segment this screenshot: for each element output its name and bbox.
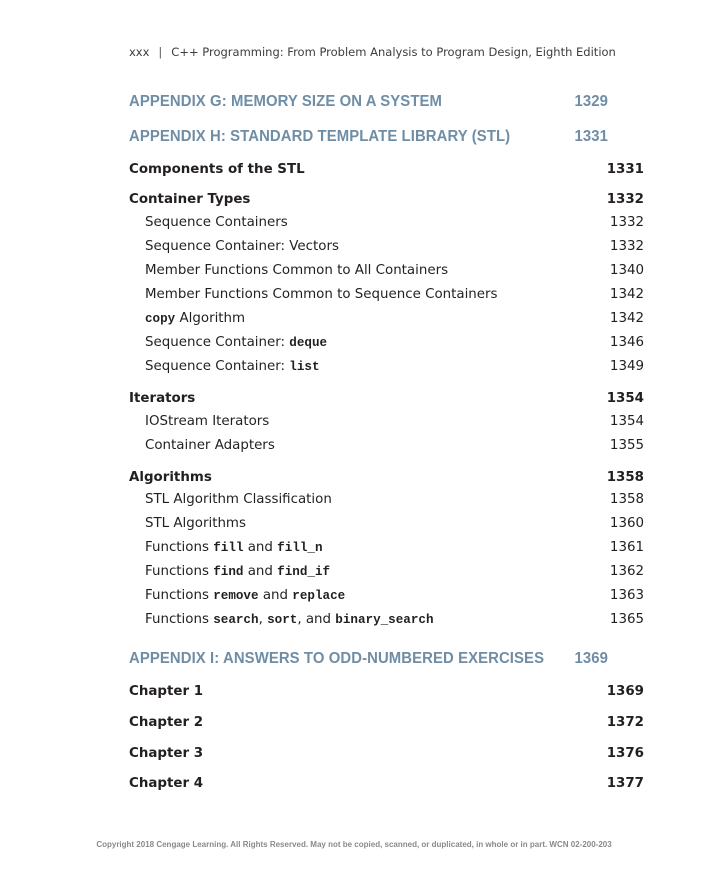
toc-section-components bbox=[129, 162, 644, 177]
toc-sub-stl-classification bbox=[129, 492, 644, 507]
toc-section-chapter-4 bbox=[129, 776, 644, 791]
toc-section-chapter-3 bbox=[129, 746, 644, 761]
toc-sub-functions-find bbox=[129, 564, 644, 579]
toc-section-chapter-2 bbox=[129, 715, 644, 730]
code-term: search bbox=[213, 613, 259, 627]
code-term: replace bbox=[292, 589, 346, 603]
toc-label: Functions fill and fill_n bbox=[145, 540, 323, 555]
toc-label: Functions find and find_if bbox=[145, 564, 331, 579]
toc-page: 1331 bbox=[574, 128, 608, 145]
toc-page: 1362 bbox=[609, 564, 644, 579]
toc-sub-functions-search bbox=[129, 612, 644, 627]
toc-label: Chapter 3 bbox=[129, 746, 204, 761]
toc-page: 1346 bbox=[609, 335, 644, 350]
copyright-footer: Copyright 2018 Cengage Learning. All Rights Reserved. May not be copied, scanned, or duplicated, in whole or in part. WCN 02-200-203 bbox=[96, 840, 612, 849]
page-number: xxx bbox=[129, 45, 150, 59]
toc-page: 1331 bbox=[606, 162, 644, 177]
toc-sub-iostream-iterators bbox=[129, 414, 644, 429]
toc-page: 1365 bbox=[609, 612, 644, 627]
toc-label: Sequence Container: list bbox=[145, 359, 320, 374]
toc-sub-sequence-containers bbox=[129, 215, 644, 230]
code-term: find bbox=[213, 565, 244, 579]
toc-sub-sequence-vectors bbox=[129, 239, 644, 254]
toc-page: 1355 bbox=[609, 438, 644, 453]
toc-page: 1372 bbox=[606, 715, 644, 730]
toc-label: Components of the STL bbox=[129, 162, 305, 177]
toc-page: 1376 bbox=[606, 746, 644, 761]
toc-label: Member Functions Common to All Containers bbox=[145, 263, 449, 278]
toc-section-iterators bbox=[129, 391, 644, 406]
toc-page: 1369 bbox=[606, 684, 644, 699]
toc-page: 1342 bbox=[609, 311, 644, 326]
toc-label: Functions remove and replace bbox=[145, 588, 346, 603]
book-title: C++ Programming: From Problem Analysis to Program Design, Eighth Edition bbox=[171, 45, 616, 59]
toc-sub-copy-algorithm bbox=[129, 311, 644, 326]
toc-label: Sequence Container: Vectors bbox=[145, 239, 339, 254]
code-term: list bbox=[289, 360, 320, 374]
code-term: remove bbox=[213, 589, 259, 603]
toc-page: 1332 bbox=[609, 239, 644, 254]
code-term: fill_n bbox=[277, 541, 323, 555]
toc-page: 1361 bbox=[609, 540, 644, 555]
header-separator: | bbox=[158, 45, 163, 59]
toc-page: 1340 bbox=[609, 263, 644, 278]
toc-sub-member-seq bbox=[129, 287, 644, 302]
toc-sub-functions-remove bbox=[129, 588, 644, 603]
toc-page: 1358 bbox=[609, 492, 644, 507]
toc-page: 1377 bbox=[606, 776, 644, 791]
toc-page: 1363 bbox=[609, 588, 644, 603]
toc-label: APPENDIX G: MEMORY SIZE ON A SYSTEM bbox=[129, 93, 443, 110]
toc-label: copy Algorithm bbox=[145, 311, 246, 326]
toc-label: Container Types bbox=[129, 192, 251, 207]
code-term: sort bbox=[267, 613, 298, 627]
toc-sub-sequence-deque bbox=[129, 335, 644, 350]
toc-label: Container Adapters bbox=[145, 438, 275, 453]
toc-sub-sequence-list bbox=[129, 359, 644, 374]
toc-label: Chapter 1 bbox=[129, 684, 204, 699]
code-term: deque bbox=[289, 336, 328, 350]
toc-appendix-g bbox=[129, 93, 608, 111]
toc-label: Chapter 2 bbox=[129, 715, 204, 730]
toc-page: 1342 bbox=[609, 287, 644, 302]
toc-appendix-i bbox=[129, 650, 608, 668]
toc-page: 1358 bbox=[606, 470, 644, 485]
toc-page: 1354 bbox=[609, 414, 644, 429]
toc-sub-member-all bbox=[129, 263, 644, 278]
toc-section-chapter-1 bbox=[129, 684, 644, 699]
toc-sub-stl-algorithms bbox=[129, 516, 644, 531]
toc-page: 1369 bbox=[574, 650, 608, 667]
toc-page: 1332 bbox=[609, 215, 644, 230]
toc-label: Iterators bbox=[129, 391, 196, 406]
toc-label: Chapter 4 bbox=[129, 776, 204, 791]
toc-page: 1349 bbox=[609, 359, 644, 374]
toc-label: Algorithms bbox=[129, 470, 212, 485]
code-term: copy bbox=[145, 312, 176, 326]
code-term: find_if bbox=[277, 565, 331, 579]
toc-label: IOStream Iterators bbox=[145, 414, 270, 429]
running-head bbox=[129, 45, 616, 59]
toc-page: 1332 bbox=[606, 192, 644, 207]
toc-page: 1354 bbox=[606, 391, 644, 406]
toc-label: Functions search, sort, and binary_search bbox=[145, 612, 434, 627]
toc-page: 1329 bbox=[574, 93, 608, 110]
toc-label: APPENDIX I: ANSWERS TO ODD-NUMBERED EXERCISES bbox=[129, 650, 545, 667]
toc-label: STL Algorithms bbox=[145, 516, 246, 531]
toc-label: APPENDIX H: STANDARD TEMPLATE LIBRARY (STL) bbox=[129, 128, 511, 145]
toc-page: 1360 bbox=[609, 516, 644, 531]
toc-section-container-types bbox=[129, 192, 644, 207]
code-term: binary_search bbox=[335, 613, 434, 627]
toc-label: Sequence Container: deque bbox=[145, 335, 328, 350]
toc-label: STL Algorithm Classification bbox=[145, 492, 332, 507]
toc-label: Member Functions Common to Sequence Containers bbox=[145, 287, 498, 302]
toc-sub-functions-fill bbox=[129, 540, 644, 555]
toc-sub-container-adapters bbox=[129, 438, 644, 453]
toc-section-algorithms bbox=[129, 470, 644, 485]
toc-label: Sequence Containers bbox=[145, 215, 288, 230]
code-term: fill bbox=[213, 541, 244, 555]
toc-appendix-h bbox=[129, 128, 608, 146]
